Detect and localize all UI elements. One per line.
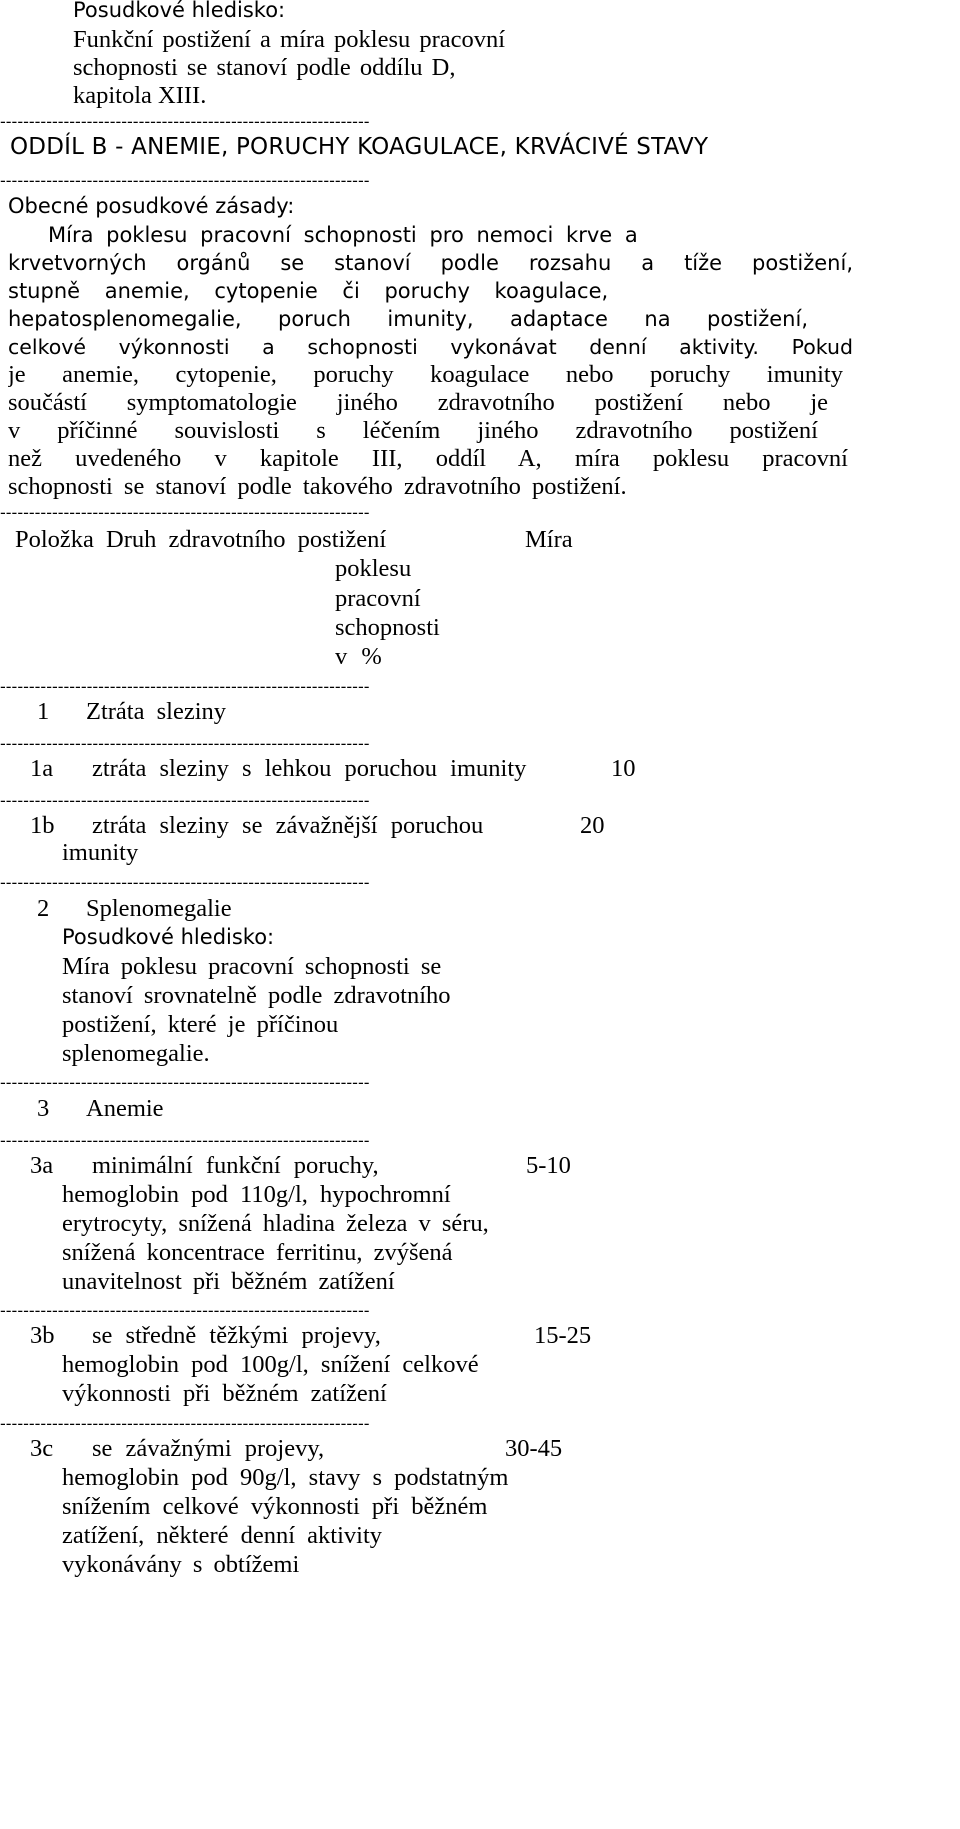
table-row-text: imunity <box>62 839 139 866</box>
top-line-1: Funkční postižení a míra poklesu pracovní <box>73 26 506 53</box>
separator: ---------------------------------------------------------------- <box>0 171 370 190</box>
table-row-id: 1 <box>37 698 50 725</box>
table-header-value-line: schopnosti <box>335 614 440 641</box>
table-header-value-line: v % <box>335 643 382 670</box>
table-header-value-line: poklesu <box>335 555 412 582</box>
general-line: schopnosti se stanoví podle takového zdravotního postižení. <box>8 473 627 500</box>
table-row-note-line: splenomegalie. <box>62 1040 210 1067</box>
table-row-line: erytrocyty, snížená hladina železa v séru, <box>62 1210 489 1237</box>
table-row-id: 1a <box>30 755 54 782</box>
table-row-text: Splenomegalie <box>86 895 232 922</box>
table-row-text: Anemie <box>86 1095 164 1122</box>
table-row-text: ztráta sleziny s lehkou poruchou imunity <box>92 755 527 782</box>
table-row-text: se závažnými projevy, <box>92 1435 325 1462</box>
table-row-text: minimální funkční poruchy, <box>92 1152 379 1179</box>
table-row-value: 10 <box>611 755 636 782</box>
separator: ---------------------------------------------------------------- <box>0 112 370 131</box>
table-header-value-line: pracovní <box>335 585 421 612</box>
separator: ---------------------------------------------------------------- <box>0 677 370 696</box>
table-row-note-line: Míra poklesu pracovní schopnosti se <box>62 953 442 980</box>
general-line: Míra poklesu pracovní schopnosti pro nemoci krve a <box>48 223 638 247</box>
separator: ---------------------------------------------------------------- <box>0 791 370 810</box>
separator: ---------------------------------------------------------------- <box>0 1131 370 1150</box>
table-row-id: 3a <box>30 1152 54 1179</box>
separator: ---------------------------------------------------------------- <box>0 734 370 753</box>
separator: ---------------------------------------------------------------- <box>0 873 370 892</box>
table-row-id: 3b <box>30 1322 55 1349</box>
general-line: součástí symptomatologie jiného zdravotního postižení nebo je <box>8 389 828 416</box>
table-row-note-heading: Posudkové hledisko: <box>62 925 275 949</box>
general-line: hepatosplenomegalie, poruch imunity, adaptace na postižení, <box>8 307 808 331</box>
general-line: než uvedeného v kapitole III, oddíl A, míra poklesu pracovní <box>8 445 848 472</box>
table-row-line: snížením celkové výkonnosti při běžném <box>62 1493 488 1520</box>
table-row-line: vykonávány s obtížemi <box>62 1551 300 1578</box>
table-row-text: Ztráta sleziny <box>86 698 227 725</box>
general-line: stupně anemie, cytopenie či poruchy koagulace, <box>8 279 609 303</box>
table-row-id: 2 <box>37 895 50 922</box>
table-header-value: Míra <box>525 526 573 553</box>
separator: ---------------------------------------------------------------- <box>0 503 370 522</box>
table-row-text: se středně těžkými projevy, <box>92 1322 381 1349</box>
top-line-2: schopnosti se stanoví podle oddílu D, <box>73 54 456 81</box>
top-heading: Posudkové hledisko: <box>73 0 286 22</box>
table-row-id: 3c <box>30 1435 54 1462</box>
table-row-text: ztráta sleziny se závažnější poruchou <box>92 812 484 839</box>
table-row-line: snížená koncentrace ferritinu, zvýšená <box>62 1239 453 1266</box>
table-row-line: unavitelnost při běžném zatížení <box>62 1268 395 1295</box>
table-row-line: zatížení, některé denní aktivity <box>62 1522 383 1549</box>
general-line: krvetvorných orgánů se stanoví podle rozsahu a tíže postižení, <box>8 251 853 275</box>
separator: ---------------------------------------------------------------- <box>0 1414 370 1433</box>
table-row-line: hemoglobin pod 110g/l, hypochromní <box>62 1181 451 1208</box>
table-row-value: 20 <box>580 812 605 839</box>
general-heading: Obecné posudkové zásady: <box>8 194 295 218</box>
separator: ---------------------------------------------------------------- <box>0 1073 370 1092</box>
table-row-value: 5-10 <box>526 1152 571 1179</box>
table-row-note-line: stanoví srovnatelně podle zdravotního <box>62 982 451 1009</box>
section-title: ODDÍL B - ANEMIE, PORUCHY KOAGULACE, KRVÁCIVÉ STAVY <box>10 134 709 160</box>
table-row-value: 15-25 <box>534 1322 592 1349</box>
general-line: celkové výkonnosti a schopnosti vykonávat denní aktivity. Pokud <box>8 335 853 359</box>
table-row-value: 30-45 <box>505 1435 563 1462</box>
table-row-line: výkonnosti při běžném zatížení <box>62 1380 387 1407</box>
table-row-id: 1b <box>30 812 55 839</box>
table-header-item: Položka Druh zdravotního postižení <box>15 526 387 553</box>
general-line: je anemie, cytopenie, poruchy koagulace nebo poruchy imunity <box>8 361 843 388</box>
top-line-3: kapitola XIII. <box>73 82 207 109</box>
table-row-note-line: postižení, které je příčinou <box>62 1011 339 1038</box>
table-row-line: hemoglobin pod 90g/l, stavy s podstatným <box>62 1464 509 1491</box>
general-line: v příčinné souvislosti s léčením jiného zdravotního postižení <box>8 417 818 444</box>
table-row-line: hemoglobin pod 100g/l, snížení celkové <box>62 1351 479 1378</box>
separator: ---------------------------------------------------------------- <box>0 1301 370 1320</box>
table-row-id: 3 <box>37 1095 50 1122</box>
